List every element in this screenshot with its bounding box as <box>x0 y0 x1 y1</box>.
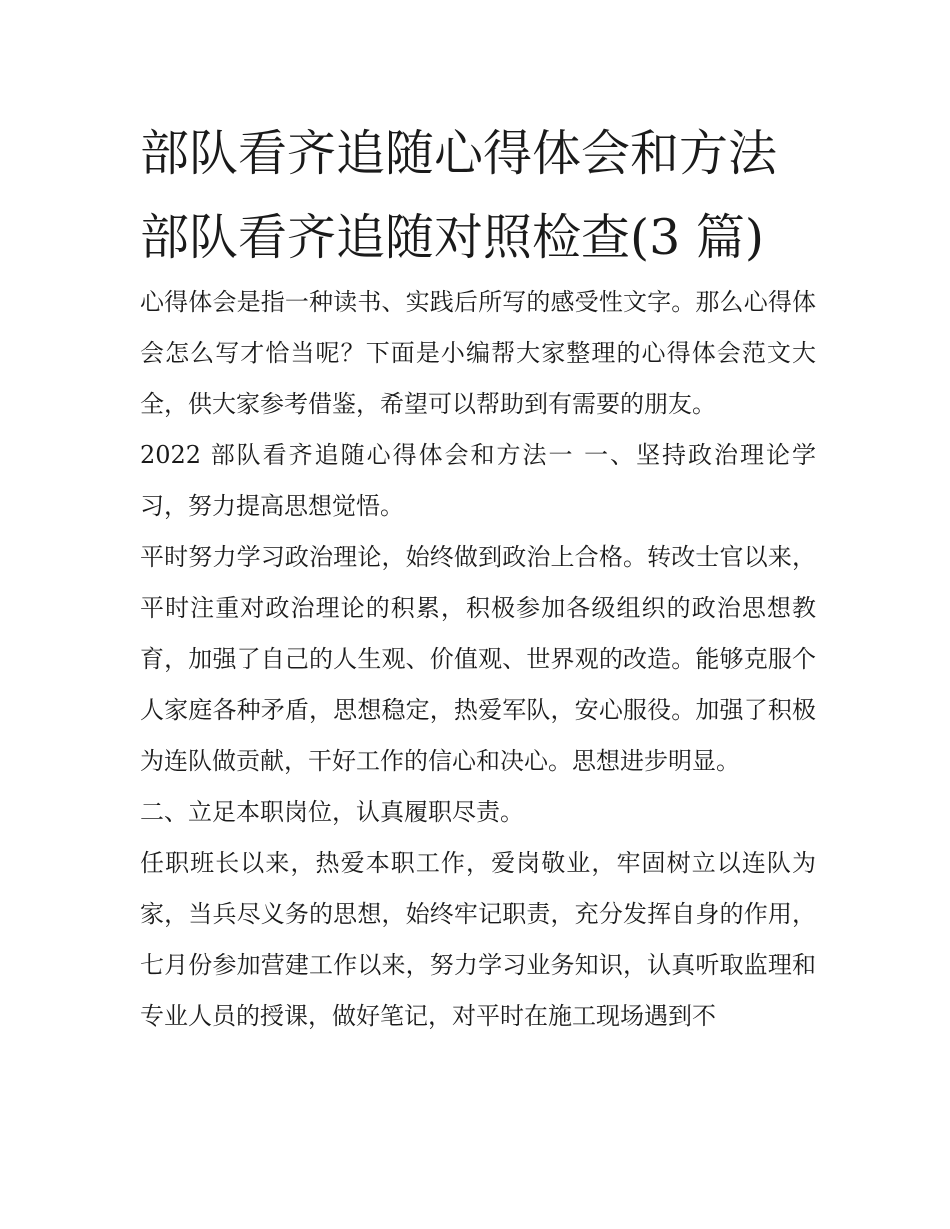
document-title <box>140 112 840 280</box>
document-body <box>140 277 816 1042</box>
title-line-2: 部队看齐追随对照检查(3 篇) <box>140 209 764 266</box>
title-line-1: 部队看齐追随心得体会和方法 <box>140 125 778 182</box>
paragraph-heading-2: 二、立足本职岗位，认真履职尽责。 <box>140 798 524 826</box>
paragraph-intro: 心得体会是指一种读书、实践后所写的感受性文字。那么心得体会怎么写才恰当呢？下面是小编帮大家整理的心得体会范文大全，供大家参考借鉴，希望可以帮助到有需要的朋友。 <box>140 288 816 418</box>
paragraph-political-study: 平时努力学习政治理论，始终做到政治上合格。转改士官以来，平时注重对政治理论的积累，积极参加各级组织的政治思想教育，加强了自己的人生观、价值观、世界观的改造。能够克服个人家庭各种矛盾，思想稳定，热爱军队，安心服役。加强了积极为连队做贡献，干好工作的信心和决心。思想进步明显。 <box>140 543 816 775</box>
paragraph-duty: 任职班长以来，热爱本职工作，爱岗敬业，牢固树立以连队为家，当兵尽义务的思想，始终牢记职责，充分发挥自身的作用，七月份参加营建工作以来，努力学习业务知识，认真听取监理和专业人员的授课，做好笔记，对平时在施工现场遇到不 <box>140 849 816 1030</box>
paragraph-heading-1: 2022 部队看齐追随心得体会和方法一 一、坚持政治理论学习，努力提高思想觉悟。 <box>140 441 816 520</box>
